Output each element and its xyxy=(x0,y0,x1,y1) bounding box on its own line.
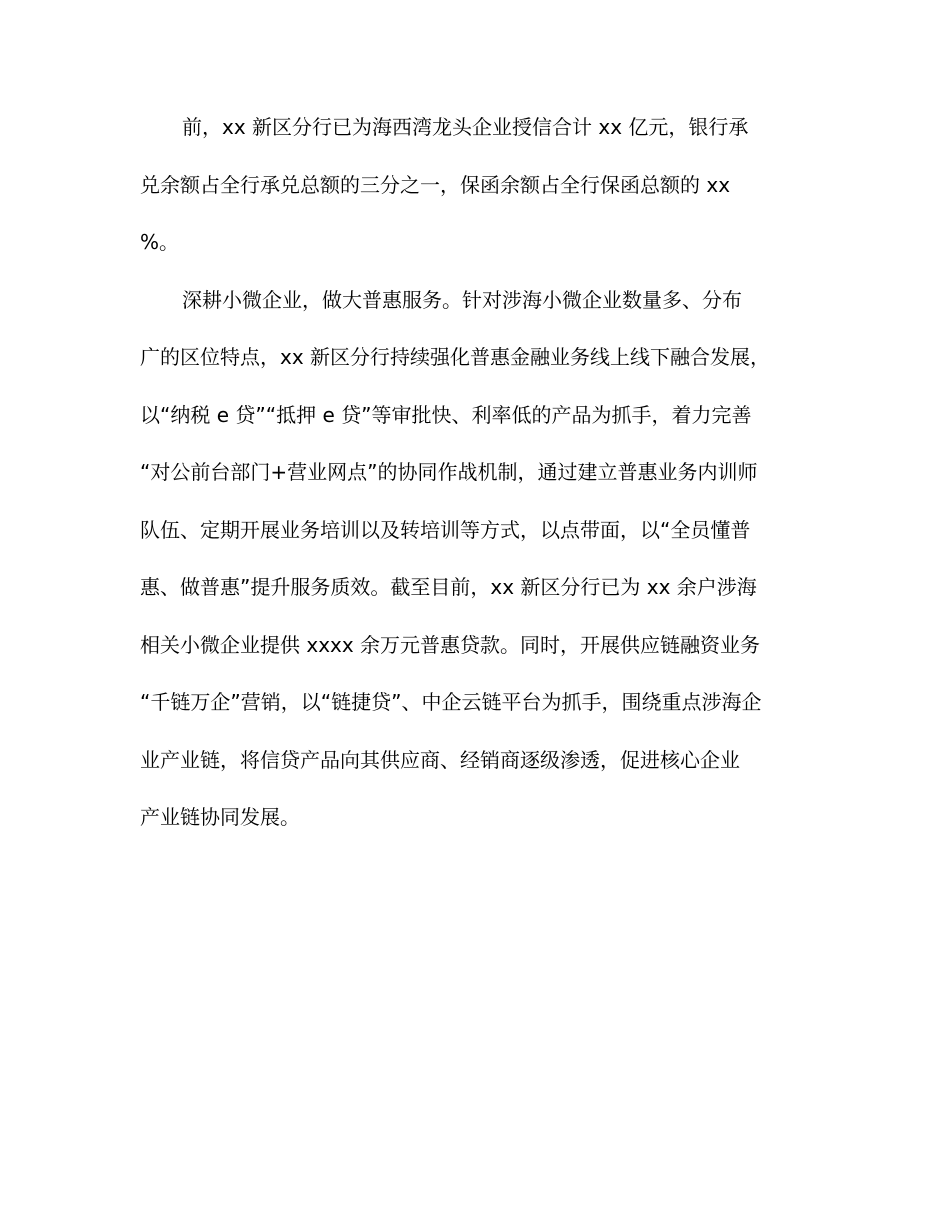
paragraph-1 xyxy=(140,99,825,272)
text-line: “对公前台部门+营业网点”的协同作战机制，通过建立普惠业务内训师 xyxy=(140,460,758,484)
text-line: %。 xyxy=(140,230,180,254)
text-line: 业产业链，将信贷产品向其供应商、经销商逐级渗透，促进核心企业 xyxy=(140,747,740,772)
paragraph-2 xyxy=(140,272,825,847)
text-line: 广的区位特点，xx 新区分行持续强化普惠金融业务线上线下融合发展， xyxy=(140,345,771,369)
text-line: 前，xx 新区分行已为海西湾龙头企业授信合计 xx 亿元，银行承 xyxy=(182,115,749,139)
text-line: 兑余额占全行承兑总额的三分之一，保函余额占全行保函总额的 xx xyxy=(140,172,731,197)
text-line: 深耕小微企业，做大普惠服务。针对涉海小微企业数量多、分布 xyxy=(182,287,742,312)
text-line: 以“纳税 e 贷”“抵押 e 贷”等审批快、利率低的产品为抓手，着力完善 xyxy=(140,402,752,427)
document-body xyxy=(140,99,825,847)
text-line: 相关小微企业提供 xxxx 余万元普惠贷款。同时，开展供应链融资业务 xyxy=(140,632,761,657)
text-line: 产业链协同发展。 xyxy=(140,805,300,829)
text-line: 惠、做普惠”提升服务质效。截至目前，xx 新区分行已为 xx 余户涉海 xyxy=(140,575,757,599)
text-line: “千链万企”营销，以“链捷贷”、中企云链平台为抓手，围绕重点涉海企 xyxy=(140,690,762,714)
text-line: 队伍、定期开展业务培训以及转培训等方式，以点带面，以“全员懂普 xyxy=(140,517,751,542)
